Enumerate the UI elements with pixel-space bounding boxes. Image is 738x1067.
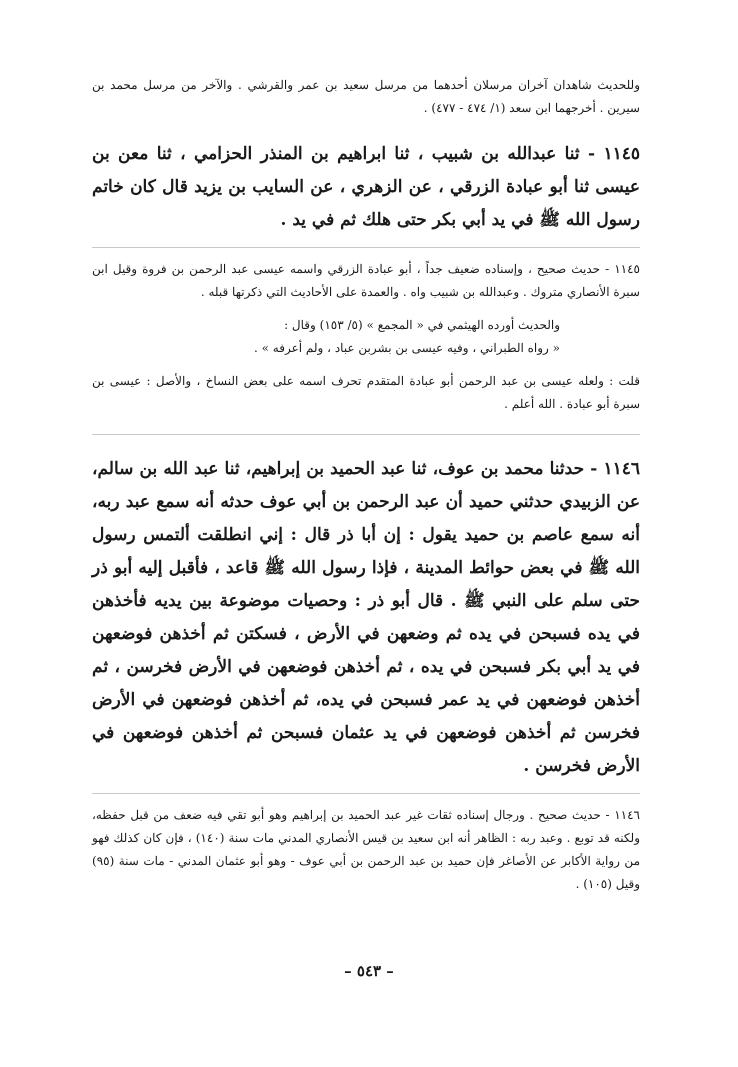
spacer bbox=[92, 416, 640, 434]
spacer bbox=[92, 237, 640, 247]
note-1145-quote: « رواه الطبراني ، وفيه عيسى بن بشربن عباد ، ولم أعرفه » . bbox=[254, 341, 560, 355]
hadith-1145-text: ١١٤٥ - ثنا عبدالله بن شبيب ، ثنا ابراهيم بن المنذر الحزامي ، ثنا معن بن عيسى ثنا أبو عبادة الزرقي ، عن الزهري ، عن السايب بن يزيد قال كان خاتم رسول الله ﷺ في يد أبي بكر حتى هلك ثم في يد . bbox=[92, 144, 640, 230]
spacer bbox=[92, 783, 640, 793]
footnote-continuation: وللحديث شاهدان آخران مرسلان أحدهما من مرسل سعيد بن عمر والقرشي . والآخر من مرسل محمد بن سيرين . أخرجهما ابن سعد (١/ ٤٧٤ - ٤٧٧) . bbox=[92, 78, 640, 115]
document-page bbox=[92, 74, 640, 896]
note-1145-commentary: ١١٤٥ - حديث صحيح ، وإسناده ضعيف جداً ، أبو عبادة الزرقي واسمه عيسى عبد الرحمن بن فروة وقيل ابن سبرة الأنصاري متروك . وعبدالله بن شبيب واه . والعمدة على الأحاديث التي ذكرتها قبله . bbox=[92, 262, 640, 299]
spacer bbox=[92, 304, 640, 314]
note-1145-remark: قلت : ولعله عيسى بن عبد الرحمن أبو عبادة المتقدم تحرف اسمه على بعض النساخ ، والأصل : عيسى بن سبرة أبو عبادة . الله أعلم . bbox=[92, 374, 640, 411]
spacer bbox=[92, 120, 640, 138]
spacer bbox=[92, 248, 640, 258]
spacer bbox=[92, 360, 640, 370]
spacer bbox=[92, 794, 640, 804]
note-1146-commentary: ١١٤٦ - حديث صحيح . ورجال إسناده ثقات غير عبد الحميد بن إبراهيم وهو أبو تقي فيه ضعف من قبل حفظه، ولكنه قد توبع . وعبد ربه : الظاهر أنه ابن سعيد بن قيس الأنصاري المدني مات سنة (١٤٠) ، فإن كان كذلك فهو من رواية الأكابر عن الأصاغر فإن حميد بن عبد الرحمن بن أبي عوف - وهو أبو عثمان المدني - مات سنة (٩٥) وقيل (١٠٥) . bbox=[92, 808, 641, 891]
spacer bbox=[92, 435, 640, 453]
hadith-1146-text: ١١٤٦ - حدثنا محمد بن عوف، ثنا عبد الحميد بن إبراهيم، ثنا عبد الله بن سالم، عن الزبيدي حدثني حميد أن عبد الرحمن بن أبي عوف حدثه أنه سمع عبد ربه، أنه سمع عاصم بن حميد يقول : إن أبا ذر قال : إني انطلقت ألتمس رسول الله ﷺ في بعض حوائط المدينة ، فإذا رسول الله ﷺ قاعد ، فأقبل إليه أبو ذر حتى سلم على النبي ﷺ . قال أبو ذر : وحصيات موضوعة بين يديه فأخذهن في يده فسبحن في يده ثم وضعهن في الأرض ، فسكتن ثم أخذهن فوضعهن في يد أبي بكر فسبحن في يده ، ثم أخذهن فوضعهن في الأرض فخرسن ، ثم أخذهن فوضعهن في يد عمر فسبحن في يده، ثم أخذهن فوضعهن في الأرض فخرسن ثم أخذهن فوضعهن في يد عثمان فسبحن ثم أخذهن فوضعهن في الأرض فخرسن . bbox=[92, 459, 640, 776]
page-number: – ٥٤٣ – bbox=[344, 962, 394, 980]
note-1145-source: والحديث أورده الهيثمي في « المجمع » (٥/ ١٥٣) وقال : bbox=[284, 318, 560, 332]
